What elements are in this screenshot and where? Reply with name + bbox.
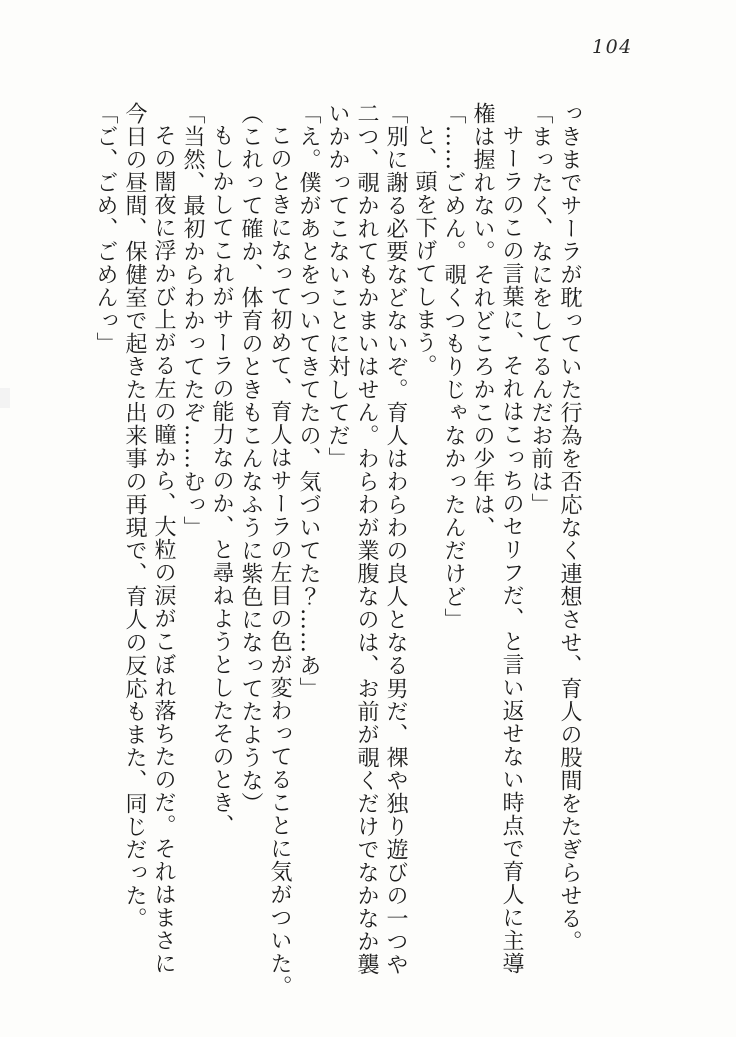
text-column: と、頭を下げてしまう。 (412, 124, 437, 377)
text-column: （これって確か、体育のときもこんなふうに紫色になってたような） (238, 102, 263, 815)
text-column: 「ご、ごめ、ごめんっ」 (93, 102, 118, 355)
text-column: いかかってこないことに対してだ」 (325, 102, 350, 470)
text-column: その闇夜に浮かび上がる左の瞳から、大粒の涙がこぼれ落ちたのだ。それはまさに (151, 124, 176, 975)
text-column: 「……ごめん。覗くつもりじゃなかったんだけど」 (441, 102, 466, 631)
text-column: 「別に謝る必要などないぞ。育人はわらわの良人となる男だ、裸や独り遊びの一つや (383, 102, 408, 976)
text-column: 今日の昼間、保健室で起きた出来事の再現で、育人の反応もまた、同じだった。 (122, 102, 147, 930)
text-column: 「まったく、なにをしてるんだお前は」 (528, 102, 553, 516)
text-column: っきまでサーラが耽っていた行為を否応なく連想させ、育人の股間をたぎらせる。 (557, 102, 582, 953)
scan-artifact (0, 388, 10, 408)
text-column: 「え。僕があとをついてきてたの、気づいてた？……あ」 (296, 102, 321, 700)
text-column: 「当然、最初からわかってたぞ……むっ」 (180, 102, 205, 539)
page-number: 104 (592, 36, 633, 58)
text-column: 権は握れない。それどころかこの少年は、 (470, 102, 495, 539)
text-column: サーラのこの言葉に、それはこっちのセリフだ、と言い返せない時点で育人に主導 (499, 124, 524, 975)
text-column: 二つ、覗かれてもかまいはせん。わらわが業腹なのは、お前が覗くだけでなかなか襲 (354, 102, 379, 976)
text-block (91, 102, 584, 1014)
text-column: もしかしてこれがサーラの能力なのか、と尋ねようとしたそのとき、 (209, 124, 234, 837)
text-column: このときになって初めて、育人はサーラの左目の色が変わってることに気がついた。 (267, 124, 292, 998)
